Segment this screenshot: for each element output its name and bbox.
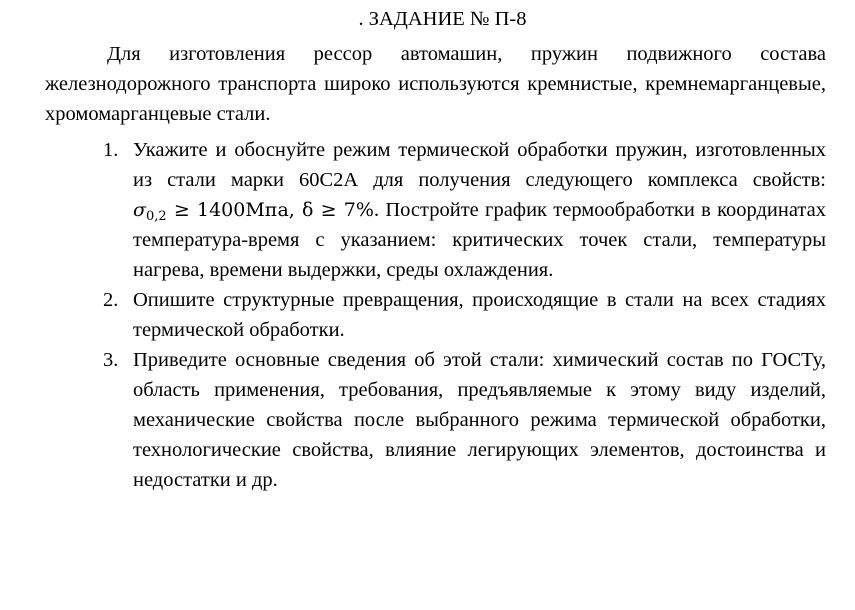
intro-paragraph: Для изготовления рессор автомашин, пружин подвижного состава железнодорожного транспорта широко используются кремнистые, кремнемарганцевые, хромомарганцевые стали. [45, 43, 826, 125]
task-list [45, 135, 826, 495]
task-text-start: Укажите и обоснуйте режим термической обработки пружин, изготовленных из стали марки 60С2А для получения следующего комплекса свойств: [133, 139, 826, 191]
task-item-2 [45, 285, 826, 345]
property-formula [133, 199, 374, 224]
task-number: 2. [103, 289, 119, 311]
formula-sigma: σ [133, 199, 146, 221]
formula-subscript: 0,2 [145, 209, 167, 224]
task-item-1 [45, 135, 826, 285]
task-number: 1. [103, 139, 119, 161]
task-text [133, 135, 826, 285]
task-number: 3. [103, 349, 119, 371]
task-item-3 [45, 345, 826, 495]
task-text: Опишите структурные превращения, происходящие в стали на всех стадиях термической обработки. [133, 289, 826, 341]
task-text-end: . Постройте график термообработки в координатах температура-время с указанием: критических точек стали, температуры нагрева, времени выдержки, среды охлаждения. [133, 199, 826, 281]
formula-condition: ≥ 1400Мпа, δ ≥ 7% [166, 199, 374, 221]
task-text: Приведите основные сведения об этой стали: химический состав по ГОСТу, область применения, требования, предъявляемые к этому виду изделий, механические свойства после выбранного режима термической обработки, технологические свойства, влияние легирующих элементов, достоинства и недостатки и др. [133, 349, 826, 491]
assignment-title: . ЗАДАНИЕ № П-8 [358, 8, 527, 30]
